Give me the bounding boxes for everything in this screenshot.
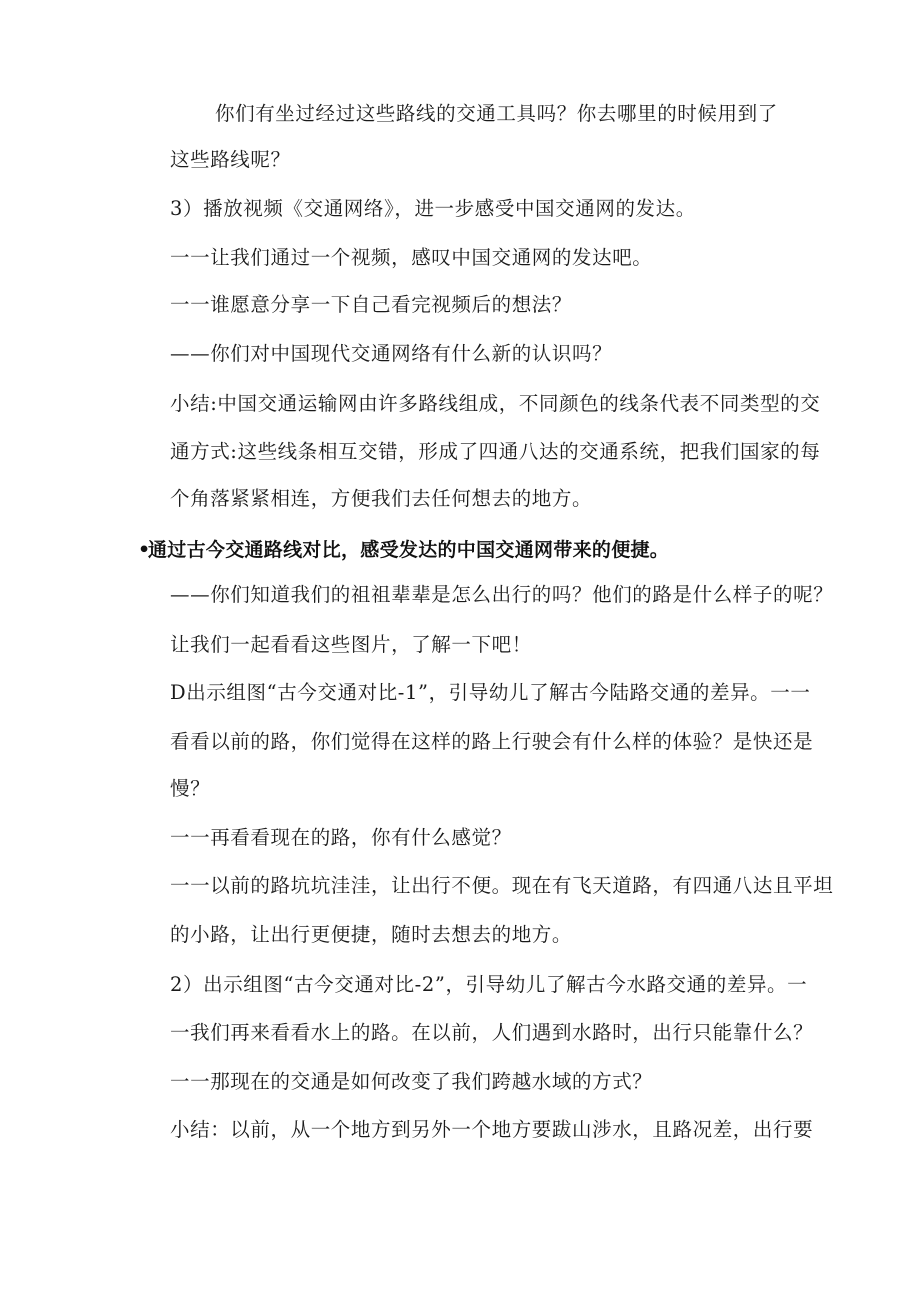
paragraph-line: 看看以前的路，你们觉得在这样的路上行驶会有什么样的体验？是快还是: [170, 730, 814, 753]
section-heading: [138, 537, 669, 563]
paragraph-line: 小结:中国交通运输网由许多路线组成，不同颜色的线条代表不同类型的交: [170, 392, 821, 415]
section-heading-text: 通过古今交通路线对比，感受发达的中国交通网带来的便捷。: [148, 539, 670, 561]
paragraph-line: 你们有坐过经过这些路线的交通工具吗？你去哪里的时候用到了: [215, 102, 778, 125]
bullet-icon: •: [138, 539, 151, 561]
paragraph-line: 通方式:这些线条相互交错，形成了四通八达的交通系统，把我们国家的每: [170, 440, 821, 463]
paragraph-line: 的小路，让出行更便捷，随时去想去的地方。: [170, 923, 573, 946]
paragraph-line: 一一谁愿意分享一下自己看完视频后的想法？: [170, 293, 573, 316]
paragraph-line: D出示组图“古今交通对比-1”，引导幼儿了解古今陆路交通的差异。一一: [170, 681, 811, 704]
paragraph-line: 个角落紧紧相连，方便我们去任何想去的地方。: [170, 487, 593, 510]
paragraph-line: 一一让我们通过一个视频，感叹中国交通网的发达吧。: [170, 246, 653, 269]
paragraph-line: 小结：以前，从一个地方到另外一个地方要跋山涉水，且路况差，出行要: [170, 1118, 814, 1141]
paragraph-line: 一一以前的路坑坑洼洼，让出行不便。现在有飞天道路，有四通八达且平坦: [170, 874, 834, 897]
paragraph-line: ——你们知道我们的祖祖辈辈是怎么出行的吗？他们的路是什么样子的呢？: [170, 583, 834, 606]
paragraph-line: ——你们对中国现代交通网络有什么新的认识吗？: [170, 342, 613, 365]
paragraph-line: 这些路线呢？: [170, 148, 291, 171]
paragraph-line: 一一再看看现在的路，你有什么感觉？: [170, 826, 512, 849]
paragraph-line: 让我们一起看看这些图片，了解一下吧！: [170, 633, 532, 656]
paragraph-line: 2）出示组图“古今交通对比-2”，引导幼儿了解古今水路交通的差异。一: [170, 973, 808, 996]
paragraph-line: 3）播放视频《交通网络》，进一步感受中国交通网的发达。: [170, 197, 696, 220]
paragraph-line: 慢？: [170, 777, 211, 800]
paragraph-line: 一我们再来看看水上的路。在以前，人们遇到水路时，出行只能靠什么？: [170, 1021, 814, 1044]
paragraph-line: 一一那现在的交通是如何改变了我们跨越水域的方式？: [170, 1070, 653, 1093]
